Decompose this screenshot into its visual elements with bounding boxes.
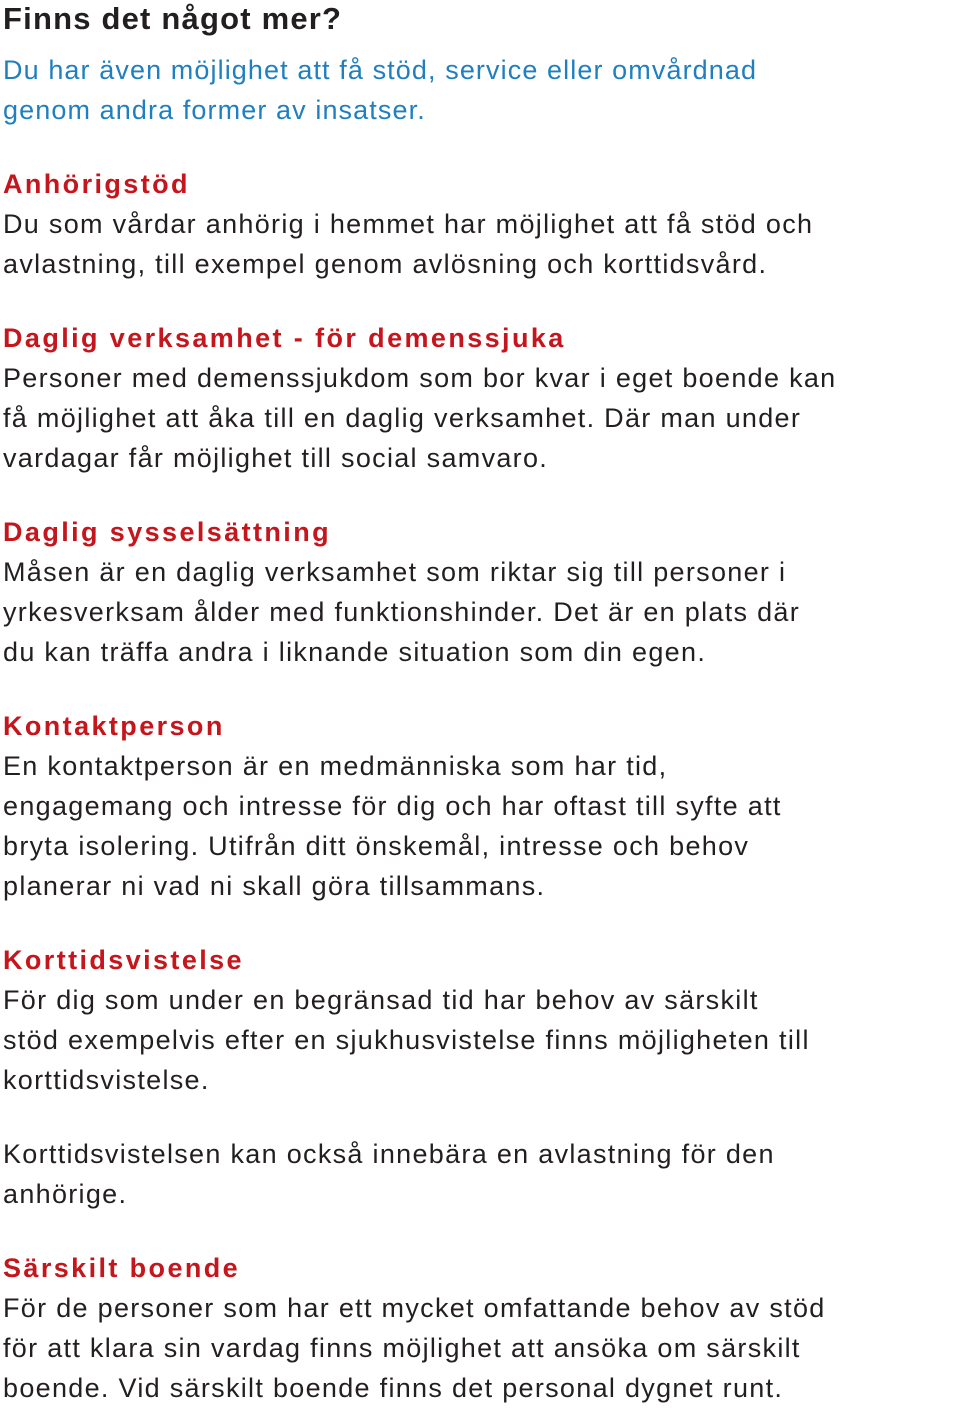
section-paragraph — [3, 980, 958, 1100]
section-heading: Daglig verksamhet - för demenssjuka — [3, 323, 566, 353]
paragraph-line: vardagar får möjlighet till social samvaro. — [3, 443, 549, 473]
section-daglig-verksamhet — [3, 318, 958, 478]
paragraph-line: En kontaktperson är en medmänniska som har tid, — [3, 751, 668, 781]
paragraph-line: korttidsvistelse. — [3, 1065, 210, 1095]
paragraph-line: få möjlighet att åka till en daglig verksamhet. Där man under — [3, 403, 802, 433]
section-daglig-sysselsattning — [3, 512, 958, 672]
section-heading: Kontaktperson — [3, 711, 225, 741]
paragraph-line: anhörige. — [3, 1179, 128, 1209]
paragraph-line: Måsen är en daglig verksamhet som riktar sig till personer i — [3, 557, 787, 587]
section-paragraph — [3, 552, 958, 672]
paragraph-line: engagemang och intresse för dig och har oftast till syfte att — [3, 791, 782, 821]
paragraph-line: För dig som under en begränsad tid har behov av särskilt — [3, 985, 759, 1015]
section-heading: Korttidsvistelse — [3, 945, 244, 975]
section-paragraph — [3, 358, 958, 478]
section-heading: Särskilt boende — [3, 1253, 241, 1283]
paragraph-line: Personer med demenssjukdom som bor kvar i eget boende kan — [3, 363, 837, 393]
paragraph-line: avlastning, till exempel genom avlösning och korttidsvård. — [3, 249, 768, 279]
paragraph-line: Korttidsvistelsen kan också innebära en avlastning för den — [3, 1139, 775, 1169]
paragraph-line: planerar ni vad ni skall göra tillsammans. — [3, 871, 546, 901]
section-paragraph — [3, 1134, 958, 1214]
intro-paragraph — [3, 50, 953, 130]
paragraph-line: bryta isolering. Utifrån ditt önskemål, intresse och behov — [3, 831, 750, 861]
section-anhorigstod — [3, 164, 958, 284]
paragraph-line: Du som vårdar anhörig i hemmet har möjlighet att få stöd och — [3, 209, 814, 239]
paragraph-line: du kan träffa andra i liknande situation som din egen. — [3, 637, 707, 667]
section-sarskilt-boende — [3, 1248, 958, 1408]
section-paragraph — [3, 1288, 958, 1408]
section-paragraph — [3, 746, 958, 906]
paragraph-spacer — [3, 1100, 958, 1134]
paragraph-line: boende. Vid särskilt boende finns det personal dygnet runt. — [3, 1373, 784, 1403]
paragraph-line: För de personer som har ett mycket omfattande behov av stöd — [3, 1293, 826, 1323]
page-title: Finns det något mer? — [3, 1, 343, 36]
intro-line: genom andra former av insatser. — [3, 95, 426, 125]
paragraph-line: för att klara sin vardag finns möjlighet att ansöka om särskilt — [3, 1333, 801, 1363]
paragraph-line: stöd exempelvis efter en sjukhusvistelse finns möjligheten till — [3, 1025, 810, 1055]
section-kontaktperson — [3, 706, 958, 906]
paragraph-line: yrkesverksam ålder med funktionshinder. Det är en plats där — [3, 597, 801, 627]
section-korttidsvistelse — [3, 940, 958, 1214]
intro-line: Du har även möjlighet att få stöd, service eller omvårdnad — [3, 55, 758, 85]
section-heading: Anhörigstöd — [3, 169, 190, 199]
section-paragraph — [3, 204, 958, 284]
section-heading: Daglig sysselsättning — [3, 517, 331, 547]
